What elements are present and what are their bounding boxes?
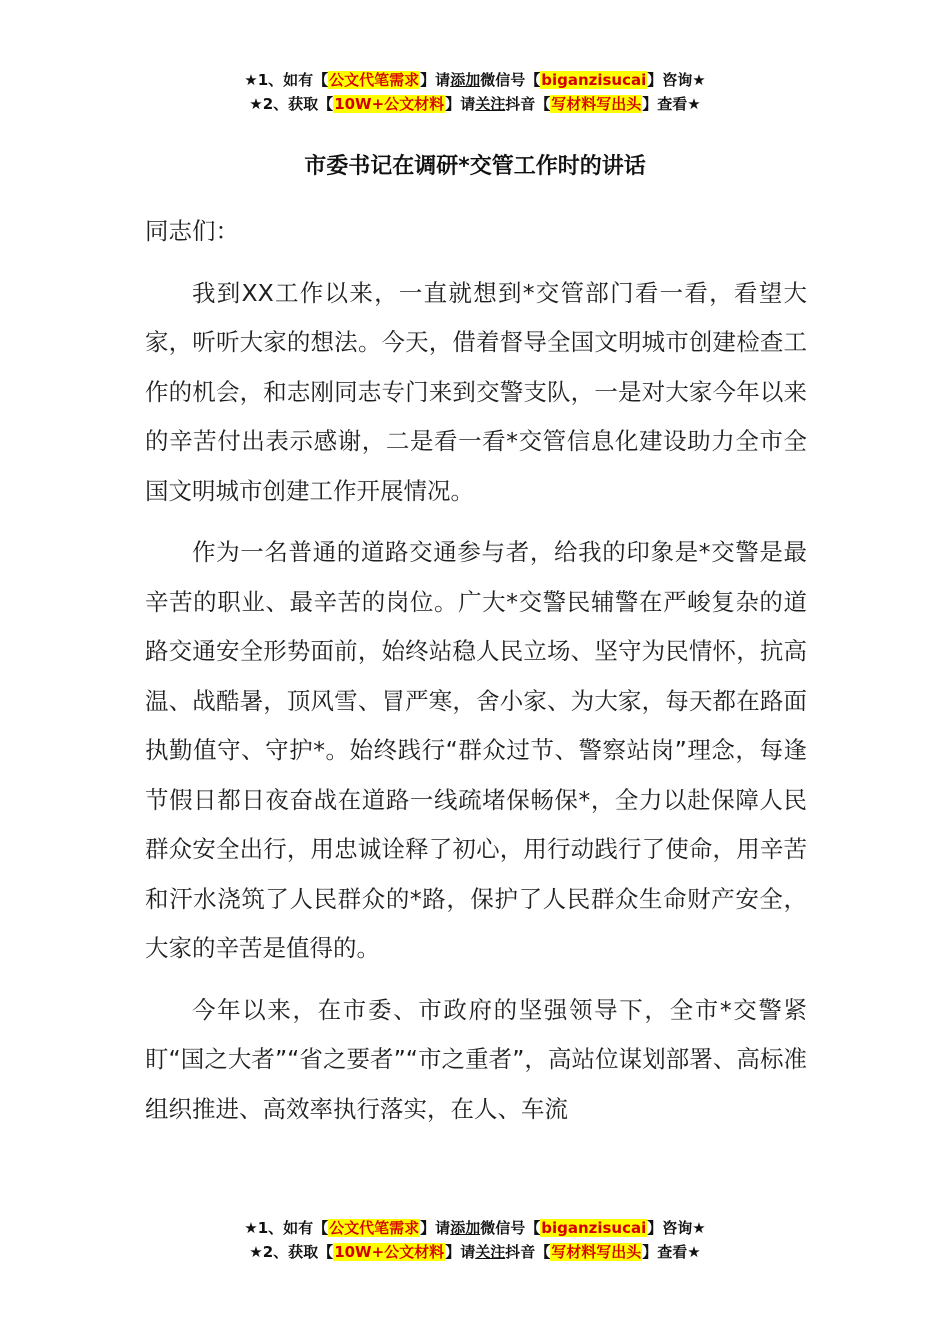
banner-text: ★1、如有【	[244, 1219, 329, 1237]
banner-highlight: 写材料写出头	[551, 1243, 642, 1261]
banner-text: 微信号【	[480, 71, 541, 89]
banner-text: 】请	[445, 1243, 476, 1261]
banner-underline: 添加	[450, 1219, 481, 1237]
banner-highlight: 10W+公文材料	[334, 1243, 445, 1261]
banner-text: ★1、如有【	[244, 71, 329, 89]
paragraph: 我到XX工作以来，一直就想到*交管部门看一看，看望大家，听听大家的想法。今天，借着督导全国文明城市创建检查工作的机会，和志刚同志专门来到交警支队，一是对大家今年以来的辛苦付出表示感谢，二是看一看*交管信息化建设助力全市全国文明城市创建工作开展情况。	[145, 278, 807, 505]
banner-line-1	[0, 1216, 950, 1240]
banner-text: 】查看★	[642, 1243, 701, 1261]
banner-line-2	[0, 1240, 950, 1264]
banner-highlight: biganzisucai	[541, 71, 647, 89]
banner-text: 】请	[420, 1219, 451, 1237]
banner-text: 抖音【	[505, 95, 551, 113]
banner-line-1	[0, 68, 950, 92]
banner-highlight: biganzisucai	[541, 1219, 647, 1237]
banner-text: 】查看★	[642, 95, 701, 113]
document-body	[145, 207, 807, 1146]
salutation: 同志们：	[145, 217, 239, 245]
banner-text: ★2、获取【	[249, 1243, 334, 1261]
banner-text: 抖音【	[505, 1243, 551, 1261]
header-banner	[0, 68, 950, 116]
banner-underline: 关注	[475, 95, 506, 113]
banner-highlight: 10W+公文材料	[334, 95, 445, 113]
banner-text: 】请	[420, 71, 451, 89]
paragraph: 作为一名普通的道路交通参与者，给我的印象是*交警是最辛苦的职业、最辛苦的岗位。广大*交警民辅警在严峻复杂的道路交通安全形势面前，始终站稳人民立场、坚守为民情怀，抗高温、战酷暑，顶风雪、冒严寒，舍小家、为大家，每天都在路面执勤值守、守护*。始终践行“群众过节、警察站岗”理念，每逢节假日都日夜奋战在道路一线疏堵保畅保*，全力以赴保障人民群众安全出行，用忠诚诠释了初心，用行动践行了使命，用辛苦和汗水浇筑了人民群众的*路，保护了人民群众生命财产安全，大家的辛苦是值得的。	[145, 538, 807, 962]
banner-text: 】咨询★	[647, 1219, 706, 1237]
banner-highlight: 写材料写出头	[551, 95, 642, 113]
banner-text: 】请	[445, 95, 476, 113]
banner-text: 微信号【	[480, 1219, 541, 1237]
banner-text: ★2、获取【	[249, 95, 334, 113]
banner-text: 】咨询★	[647, 71, 706, 89]
banner-highlight: 公文代笔需求	[329, 1219, 420, 1237]
document-title: 市委书记在调研*交管工作时的讲话	[304, 154, 646, 179]
footer-banner	[0, 1216, 950, 1264]
banner-highlight: 公文代笔需求	[329, 71, 420, 89]
banner-underline: 添加	[450, 71, 481, 89]
banner-underline: 关注	[475, 1243, 506, 1261]
banner-line-2	[0, 92, 950, 116]
paragraph: 今年以来，在市委、市政府的坚强领导下，全市*交警紧盯“国之大者”“省之要者”“市之重者”，高站位谋划部署、高标准组织推进、高效率执行落实，在人、车流	[145, 995, 807, 1123]
